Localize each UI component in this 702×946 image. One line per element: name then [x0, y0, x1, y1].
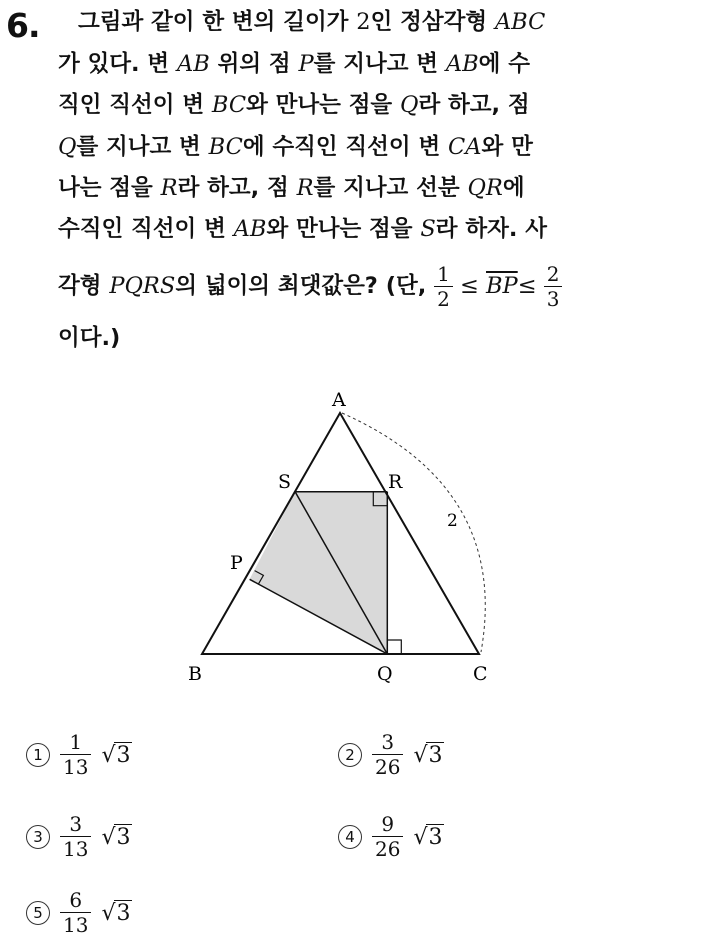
choice-number-icon: 1	[26, 743, 50, 767]
question-line: Q를 지나고 변 BC에 수직인 직선이 변 CA와 만	[58, 134, 533, 160]
radical-sign-icon: √	[101, 900, 116, 926]
label-r: R	[388, 471, 403, 493]
label-side-length: 2	[447, 511, 458, 531]
radical-sign-icon: √	[101, 824, 116, 850]
square-root: √ 3	[101, 824, 131, 850]
fraction: $\frac{1}{2}$	[434, 262, 453, 311]
choice-1[interactable]: 1 $\frac{1}{13}$ √ 3	[26, 730, 132, 779]
label-s: S	[278, 471, 292, 493]
choice-number-icon: 2	[338, 743, 362, 767]
square-root: √ 3	[413, 824, 443, 850]
right-angle-mark-q	[387, 640, 401, 654]
choice-4[interactable]: 4 $\frac{9}{26}$ √ 3	[338, 812, 444, 861]
question-line: 나는 점을 R라 하고, 점 R를 지나고 선분 QR에	[58, 175, 525, 201]
choice-3[interactable]: 3 $\frac{3}{13}$ √ 3	[26, 812, 132, 861]
choice-5[interactable]: 5 $\frac{6}{13}$ √ 3	[26, 888, 132, 937]
question-line: 그림과 같이 한 변의 길이가 2인 정삼각형 ABC	[78, 9, 546, 35]
choice-number-icon: 4	[338, 825, 362, 849]
question-line: 각형 PQRS의 넓이의 최댓값은? (단, $\frac{1}{2}$ ≤ $\overline{BP}\le$ $\frac{2}{3}$	[58, 262, 668, 311]
question-line: 가 있다. 변 AB 위의 점 P를 지나고 변 AB에 수	[58, 51, 530, 77]
square-root: √ 3	[101, 742, 131, 768]
label-b: B	[188, 663, 202, 685]
label-q: Q	[377, 663, 393, 685]
label-p: P	[230, 552, 243, 574]
question-number: 6.	[6, 6, 40, 45]
choice-number-icon: 3	[26, 825, 50, 849]
fraction: $\frac{2}{3}$	[544, 262, 563, 311]
choice-number-icon: 5	[26, 901, 50, 925]
shaded-quadrilateral-pqrs	[250, 492, 388, 654]
choice-2[interactable]: 2 $\frac{3}{26}$ √ 3	[338, 730, 444, 779]
radical-sign-icon: √	[101, 742, 116, 768]
label-c: C	[473, 663, 488, 685]
question-line: 수직인 직선이 변 AB와 만나는 점을 S라 하자. 사	[58, 216, 547, 242]
radical-sign-icon: √	[413, 742, 428, 768]
question-line: 직인 직선이 변 BC와 만나는 점을 Q라 하고, 점	[58, 92, 530, 118]
radical-sign-icon: √	[413, 824, 428, 850]
square-root: √ 3	[101, 900, 131, 926]
question-line: 이다.)	[58, 325, 121, 351]
square-root: √ 3	[413, 742, 443, 768]
label-a: A	[332, 389, 346, 411]
triangle-figure	[180, 378, 520, 688]
